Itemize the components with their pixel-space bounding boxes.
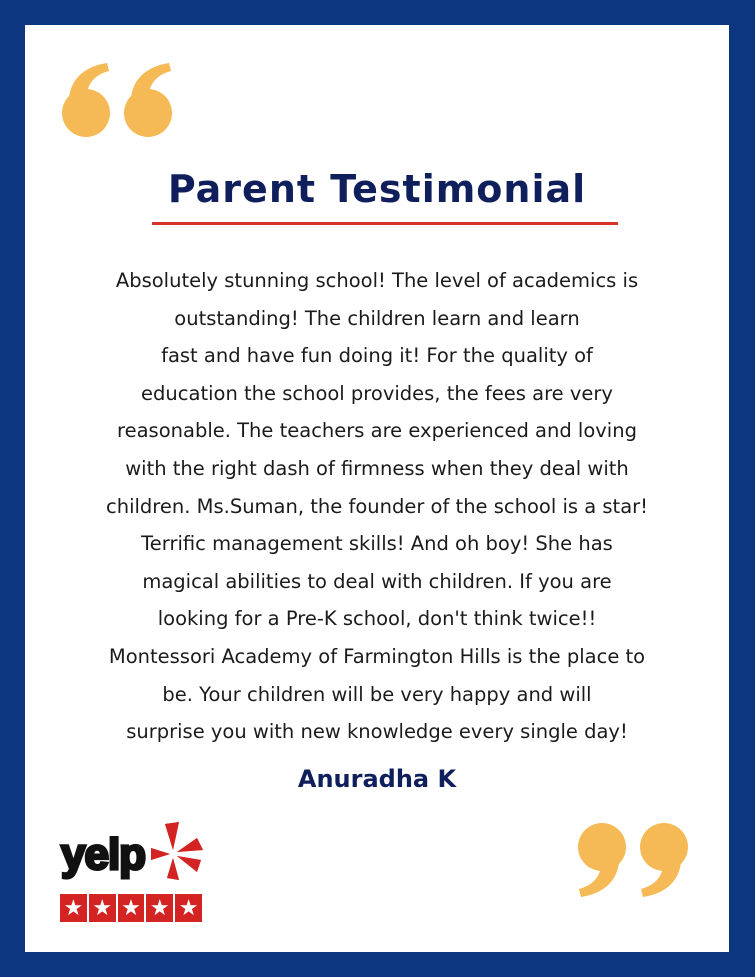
close-quote-icon (575, 821, 691, 899)
testimonial-line: surprise you with new knowledge every single day! (126, 720, 628, 744)
testimonial-line: with the right dash of firmness when they deal with (125, 456, 629, 480)
testimonial-card (25, 25, 729, 952)
testimonial-line: Terrific management skills! And oh boy! She has (141, 532, 613, 556)
star-icon: ★ (146, 894, 173, 922)
testimonial-line: be. Your children will be very happy and will (162, 682, 592, 706)
testimonial-line: magical abilities to deal with children. If you are (142, 569, 612, 593)
star-icon: ★ (118, 894, 145, 922)
testimonial-line: outstanding! The children learn and learn (174, 306, 580, 330)
star-icon: ★ (60, 894, 87, 922)
yelp-wordmark: yelp (61, 830, 146, 879)
star-icon: ★ (89, 894, 116, 922)
testimonial-line: reasonable. The teachers are experienced and loving (117, 419, 637, 443)
testimonial-line: fast and have fun doing it! For the quality of (161, 344, 593, 368)
title-underline (152, 222, 618, 225)
yelp-logo (57, 820, 207, 888)
testimonial-line: education the school provides, the fees are very (141, 381, 613, 405)
testimonial-line: Absolutely stunning school! The level of academics is (115, 269, 639, 292)
open-quote-icon (59, 61, 177, 139)
testimonial-line: Montessori Academy of Farmington Hills is the place to (108, 644, 646, 668)
testimonial-text (45, 262, 709, 751)
star-icon: ★ (175, 894, 202, 922)
author-name: Anuradha K (297, 765, 457, 793)
testimonial-line: looking for a Pre-K school, don't think twice!! (157, 607, 597, 631)
yelp-rating-stars (60, 894, 202, 922)
page-title: Parent Testimonial (167, 167, 587, 211)
yelp-burst-icon (145, 820, 207, 884)
testimonial-line: children. Ms.Suman, the founder of the school is a star! (106, 494, 648, 518)
